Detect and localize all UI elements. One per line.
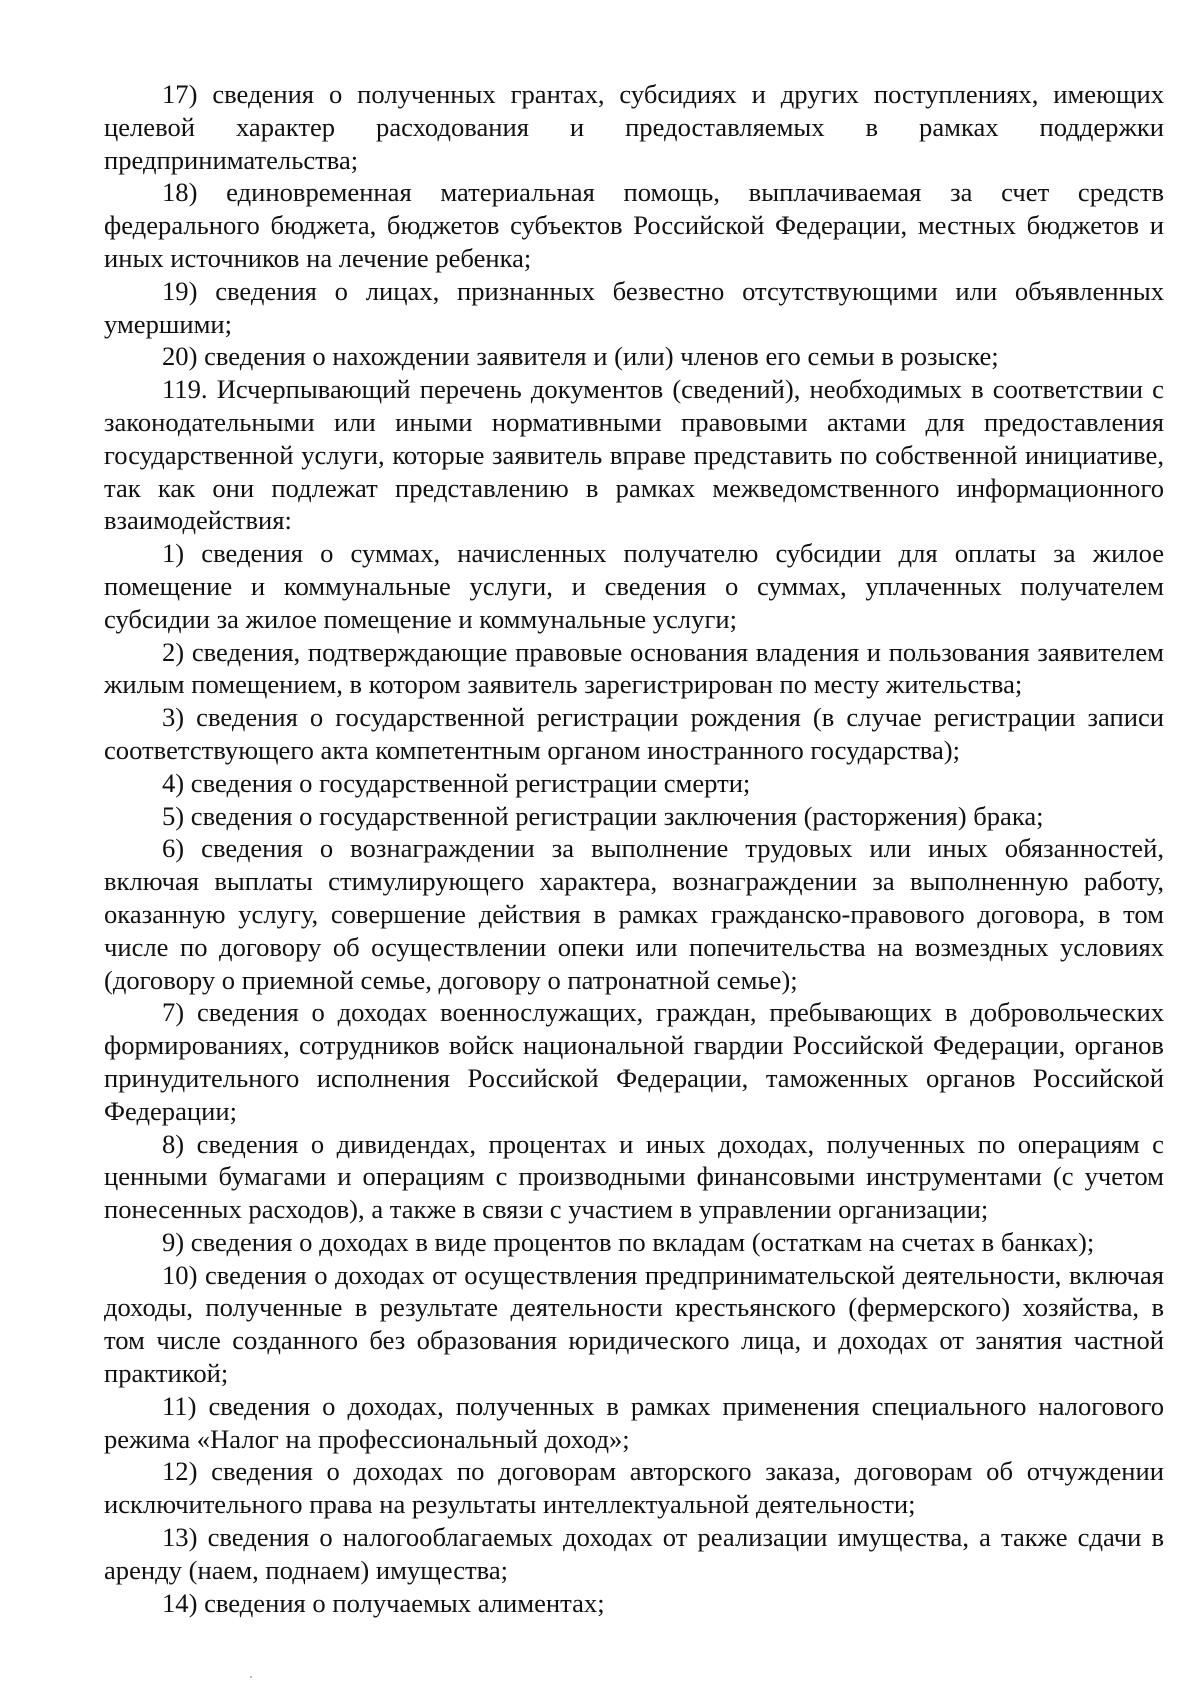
paragraph-item-8: 8) сведения о дивидендах, процентах и иных доходах, полученных по операциям с ценными бумагами и операциям с производными финансовыми инструментами (с учетом понесенных расходов), а также в связи с участием в управлении организации; bbox=[104, 1128, 1164, 1225]
paragraph-item-3: 3) сведения о государственной регистрации рождения (в случае регистрации записи соответствующего акта компетентным органом иностранного государства); bbox=[104, 702, 1164, 765]
scan-speck bbox=[250, 1676, 252, 1678]
paragraph-item-17: 17) сведения о полученных грантах, субсидиях и других поступлениях, имеющих целевой характер расходования и предоставляемых в рамках поддержки предпринимательства; bbox=[104, 79, 1164, 175]
paragraph-item-9: 9) сведения о доходах в виде процентов по вкладам (остаткам на счетах в банках); bbox=[162, 1226, 1095, 1257]
paragraph-item-12: 12) сведения о доходах по договорам авторского заказа, договорам об отчуждении исключительного права на результаты интеллектуальной деятельности; bbox=[104, 1456, 1164, 1520]
paragraph-item-19: 19) сведения о лицах, признанных безвестно отсутствующими или объявленных умершими; bbox=[104, 275, 1164, 339]
paragraph-item-10: 10) сведения о доходах от осуществления предпринимательской деятельности, включая доходы, полученные в результате деятельности крестьянского (фермерского) хозяйства, в том числе созданного без образования юридического лица, и доходах от занятия частной практикой; bbox=[104, 1259, 1164, 1389]
paragraph-item-11: 11) сведения о доходах, полученных в рамках применения специального налогового режима «Налог на профессиональный доход»; bbox=[104, 1390, 1164, 1454]
paragraph-item-7: 7) сведения о доходах военнослужащих, граждан, пребывающих в добровольческих формированиях, сотрудников войск национальной гвардии Российской Федерации, органов принудительного исполнения Российской Федерации, таможенных органов Российской Федерации; bbox=[104, 997, 1164, 1126]
paragraph-item-13: 13) сведения о налогооблагаемых доходах от реализации имущества, а также сдачи в аренду (наем, поднаем) имущества; bbox=[104, 1522, 1164, 1585]
paragraph-item-20: 20) сведения о нахождении заявителя и (или) членов его семьи в розыске; bbox=[162, 341, 999, 372]
paragraph-item-5: 5) сведения о государственной регистрации заключения (расторжения) брака; bbox=[162, 800, 1044, 831]
document-body bbox=[104, 78, 1164, 1619]
paragraph-item-18: 18) единовременная материальная помощь, выплачиваемая за счет средств федерального бюджета, бюджетов субъектов Российской Федерации, местных бюджетов и иных источников на лечение ребенка; bbox=[104, 177, 1164, 273]
paragraph-item-2: 2) сведения, подтверждающие правовые основания владения и пользования заявителем жилым помещением, в котором заявитель зарегистрирован по месту жительства; bbox=[104, 636, 1164, 700]
paragraph-item-6: 6) сведения о вознаграждении за выполнение трудовых или иных обязанностей, включая выплаты стимулирующего характера, вознаграждении за выполненную работу, оказанную услугу, совершение действия в рамках гражданско-правового договора, в том числе по договору об осуществлении опеки или попечительства на возмездных условиях (договору о приемной семье, договору о патронатной семье); bbox=[104, 833, 1164, 995]
paragraph-item-1: 1) сведения о суммах, начисленных получателю субсидии для оплаты за жилое помещение и коммунальные услуги, и сведения о суммах, уплаченных получателем субсидии за жилое помещение и коммунальные услуги; bbox=[104, 538, 1164, 634]
paragraph-item-14: 14) сведения о получаемых алиментах; bbox=[162, 1587, 605, 1618]
paragraph-clause-119: 119. Исчерпывающий перечень документов (сведений), необходимых в соответствии с законодательными или иными нормативными правовыми актами для предоставления государственной услуги, которые заявитель вправе представить по собственной инициативе, так как они подлежат представлению в рамках межведомственного информационного взаимодействия: bbox=[104, 374, 1164, 536]
paragraph-item-4: 4) сведения о государственной регистрации смерти; bbox=[162, 767, 751, 798]
